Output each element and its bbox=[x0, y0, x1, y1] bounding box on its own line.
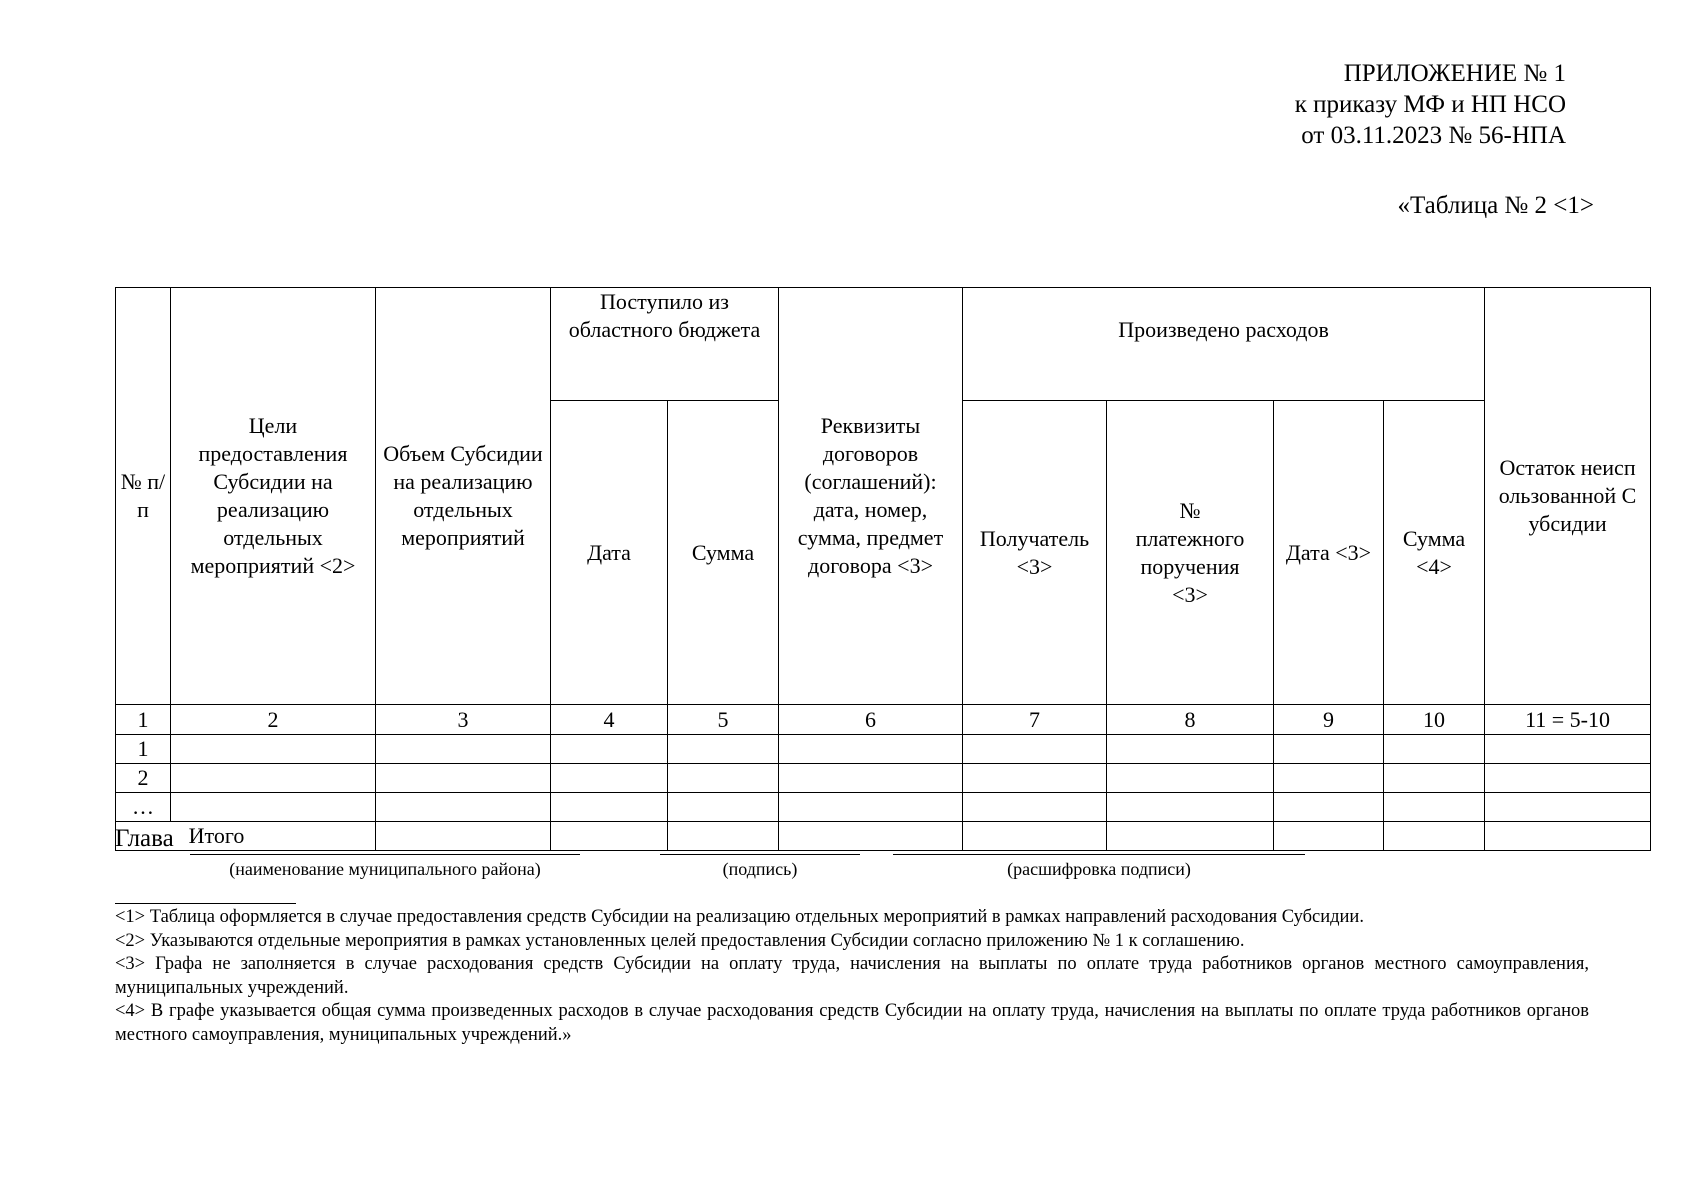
column-numbers-row bbox=[116, 705, 1651, 735]
table-cell bbox=[376, 735, 551, 764]
table-cell bbox=[1107, 764, 1274, 793]
appendix-order-date: от 03.11.2023 № 56-НПА bbox=[1301, 122, 1566, 149]
table-cell bbox=[1384, 793, 1485, 822]
table-cell bbox=[551, 793, 668, 822]
column-number: 9 bbox=[1274, 705, 1384, 735]
header-goals: Цели предоставления Субсидии на реализацию отдельных мероприятий <2> bbox=[171, 288, 376, 705]
header-received-group: Поступило из областного бюджета bbox=[551, 288, 779, 401]
header-remainder bbox=[1485, 288, 1651, 705]
footnote-2: <2> Указываются отдельные мероприятия в рамках установленных целей предоставления Субсидии согласно приложению № 1 к соглашению. bbox=[115, 930, 1245, 951]
table-cell bbox=[1107, 735, 1274, 764]
footnote-3: <3> Графа не заполняется в случае расходования средств Субсидии на оплату труда, начисления на выплаты по оплате труда работников органов местного самоуправления, муниципальных учреждений. bbox=[115, 954, 1589, 998]
table-cell bbox=[376, 764, 551, 793]
table-cell bbox=[171, 735, 376, 764]
table-cell bbox=[963, 793, 1107, 822]
footnotes bbox=[115, 906, 1589, 1047]
table-cell bbox=[779, 735, 963, 764]
table-cell bbox=[963, 764, 1107, 793]
header-exp-date: Дата <3> bbox=[1274, 401, 1384, 705]
column-number: 4 bbox=[551, 705, 668, 735]
table-row bbox=[116, 764, 1651, 793]
appendix-order-ref: к приказу МФ и НП НСО bbox=[1294, 91, 1566, 118]
signature-block bbox=[115, 824, 1615, 884]
signature-decoding-caption: (расшифровка подписи) bbox=[1007, 859, 1191, 879]
table-cell bbox=[171, 764, 376, 793]
footnote-4: <4> В графе указывается общая сумма произведенных расходов в случае расходования средств Субсидии на оплату труда, начисления на выплаты по оплате труда работников органов местного самоуправления, муниципальных учреждений.» bbox=[115, 1001, 1589, 1045]
report-table bbox=[115, 287, 1651, 851]
table-cell bbox=[1485, 735, 1651, 764]
total-label: Итого bbox=[116, 822, 376, 851]
footnote-1: <1> Таблица оформляется в случае предоставления средств Субсидии на реализацию отдельных мероприятий в рамках направлений расходования Субсидии. bbox=[115, 907, 1364, 927]
table-cell bbox=[668, 735, 779, 764]
table-row bbox=[116, 735, 1651, 764]
head-label: Глава bbox=[115, 825, 174, 852]
appendix-header bbox=[1295, 58, 1566, 151]
row-index: 2 bbox=[116, 764, 171, 793]
header-received-date: Дата bbox=[551, 401, 668, 705]
header-num: № п/п bbox=[116, 288, 171, 705]
column-number: 10 bbox=[1384, 705, 1485, 735]
column-number: 6 bbox=[779, 705, 963, 735]
table-cell bbox=[1274, 764, 1384, 793]
header-received-sum: Сумма bbox=[668, 401, 779, 705]
district-name-caption: (наименование муниципального района) bbox=[229, 859, 541, 879]
table-cell bbox=[668, 764, 779, 793]
header-contracts: Реквизиты договоров (соглашений): дата, номер, сумма, предмет договора <3> bbox=[779, 288, 963, 705]
table-label: «Таблица № 2 <1> bbox=[1397, 192, 1594, 219]
column-number: 8 bbox=[1107, 705, 1274, 735]
table-cell bbox=[779, 764, 963, 793]
table-cell bbox=[1485, 764, 1651, 793]
header-remainder-text: Остаток неиспользованной Субсидии bbox=[1498, 455, 1637, 536]
header-recipient: Получатель <3> bbox=[963, 401, 1107, 705]
row-index: 1 bbox=[116, 735, 171, 764]
table-cell bbox=[1485, 793, 1651, 822]
table-cell bbox=[668, 793, 779, 822]
column-number: 1 bbox=[116, 705, 171, 735]
table-cell bbox=[551, 764, 668, 793]
table-cell bbox=[1384, 735, 1485, 764]
table-row bbox=[116, 793, 1651, 822]
appendix-title: ПРИЛОЖЕНИЕ № 1 bbox=[1343, 60, 1566, 87]
header-payment-order: № платежного поручения <3> bbox=[1107, 401, 1274, 705]
signature-caption: (подпись) bbox=[722, 859, 798, 879]
table-cell bbox=[1107, 793, 1274, 822]
column-number: 3 bbox=[376, 705, 551, 735]
signature-decoding-line bbox=[893, 854, 1305, 855]
table-cell bbox=[1274, 735, 1384, 764]
table-cell bbox=[551, 735, 668, 764]
table-header-row-1 bbox=[116, 288, 1651, 401]
table-cell bbox=[1384, 764, 1485, 793]
district-name-line bbox=[190, 854, 580, 855]
header-volume: Объем Субсидии на реализацию отдельных мероприятий bbox=[376, 288, 551, 705]
column-number: 11 = 5-10 bbox=[1485, 705, 1651, 735]
footnote-separator bbox=[115, 903, 296, 904]
column-number: 2 bbox=[171, 705, 376, 735]
table-cell bbox=[963, 735, 1107, 764]
column-number: 5 bbox=[668, 705, 779, 735]
signature-line bbox=[660, 854, 860, 855]
table-cell bbox=[376, 793, 551, 822]
table-cell bbox=[171, 793, 376, 822]
header-expenses-group: Произведено расходов bbox=[963, 288, 1485, 401]
column-number: 7 bbox=[963, 705, 1107, 735]
row-index: … bbox=[116, 793, 171, 822]
header-exp-sum: Сумма <4> bbox=[1384, 401, 1485, 705]
table-cell bbox=[779, 793, 963, 822]
table-cell bbox=[1274, 793, 1384, 822]
